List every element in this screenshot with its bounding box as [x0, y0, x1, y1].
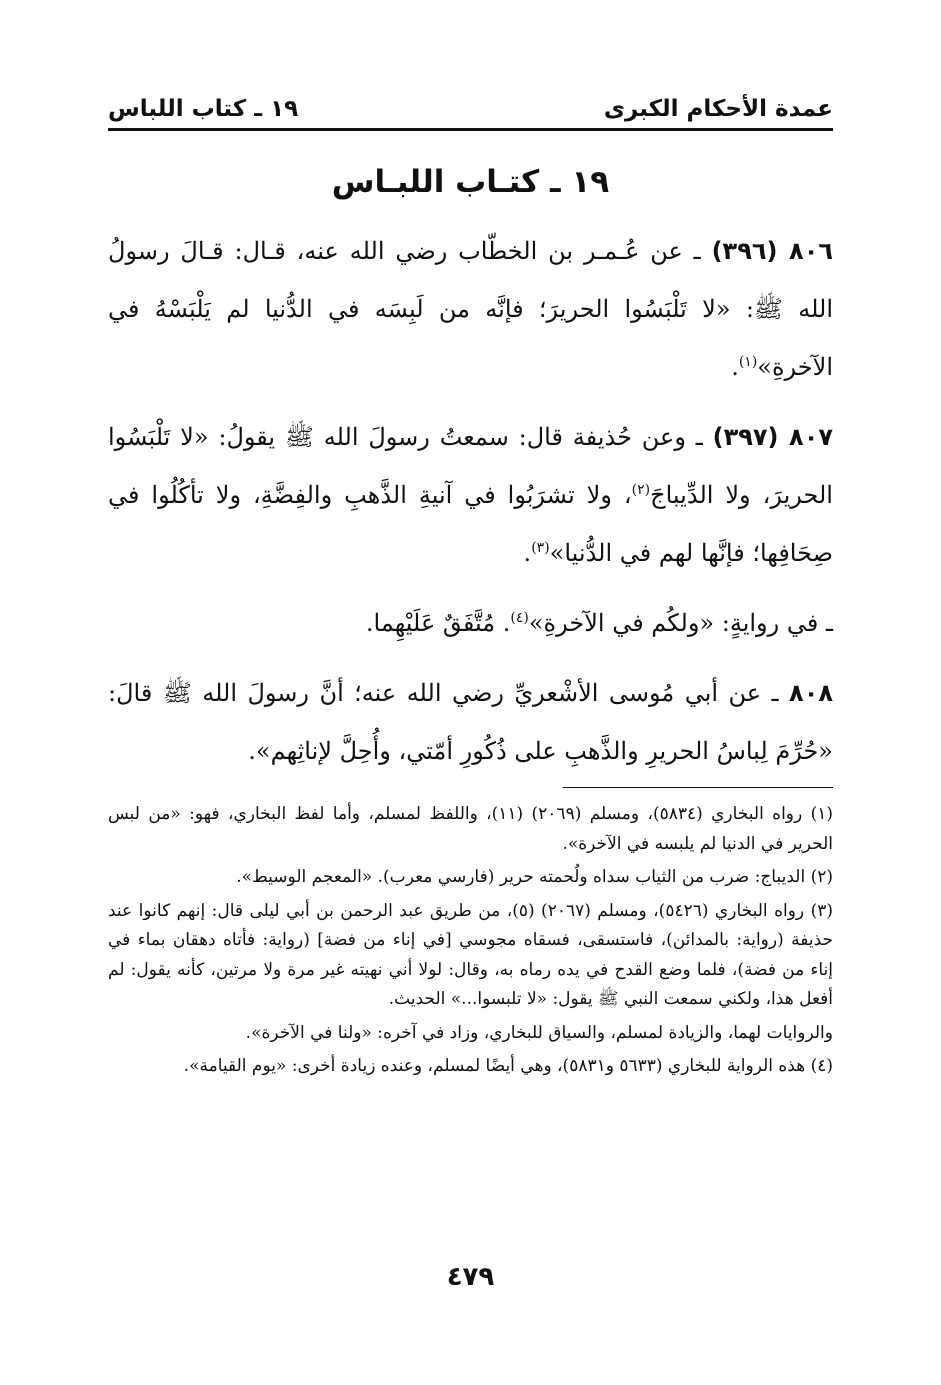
footnote-1: (١) رواه البخاري (٥٨٣٤)، ومسلم (٢٠٦٩) (١١)، واللفظ لمسلم، وأما لفظ البخاري، فهو: «من لبس الحرير في الدنيا لم يلبسه في الآخرة».: [108, 804, 833, 854]
hadith-807: [108, 408, 833, 582]
footnote-ref[interactable]: (١): [738, 354, 758, 370]
hadith-number: ٨٠٧ (٣٩٧): [712, 423, 833, 451]
header-rule: [108, 128, 833, 131]
hadith-text: ـ عن عُـمـر بن الخطّاب رضي الله عنه، قـال: قـالَ رسولُ الله ﷺ: «لا تَلْبَسُوا الحريرَ؛ فإنَّه من لَبِسَه في الدُّنيا لم يَلْبَسْهُ في الآخرةِ»: [108, 237, 833, 381]
footnote-ref[interactable]: (٤): [510, 610, 529, 626]
footnote-separator: [563, 787, 833, 788]
running-header-chapter: ١٩ ـ كتاب اللباس: [108, 96, 299, 122]
hadith-number: ٨٠٨: [789, 679, 833, 707]
footnote-3: (٣) رواه البخاري (٥٤٢٦)، ومسلم (٢٠٦٧) (٥)، من طريق عبد الرحمن بن أبي ليلى قال: إنهم كانوا عند حذيفة (رواية: بالمدائن)، فاستسقى، فسقاه مجوسي [في إناء من فضة] (رواية: فأتاه دهقان بماء في إناء من فضة)، فلما وضع القدح في يده رماه به، وقال: لولا أني نهيته غير مرة ولا مرتين، كأنه يقول: لم أفعل هذا، ولكني سمعت النبي ﷺ يقول: «لا تلبسوا...» الحديث.: [108, 900, 833, 1009]
footnote-ref[interactable]: (٣): [531, 540, 550, 556]
hadith-text: ، ولا تشرَبُوا في آنيةِ الذَّهبِ والفِضَّةِ، ولا تأكُلُوا في صِحَافِها؛ فإنَّها لهم في الدُّنيا»: [108, 481, 833, 567]
main-text: [108, 222, 833, 792]
hadith-806: [108, 222, 833, 396]
hadith-808: [108, 664, 833, 780]
footnote-ref[interactable]: (٢): [631, 482, 651, 498]
hadith-text: ـ عن أبي مُوسى الأشْعريِّ رضي الله عنه؛ أنَّ رسولَ الله ﷺ قالَ: «حُرِّمَ لِباسُ الحريرِ والذَّهبِ على ذُكُورِ أمّتي، وأُحِلَّ لإناثِهم».: [108, 679, 833, 765]
hadith-end: .: [731, 353, 739, 381]
page-number: ٤٧٩: [446, 1262, 495, 1292]
hadith-number: ٨٠٦ (٣٩٦): [711, 237, 833, 265]
variant-text: . مُتَّفَقٌ عَلَيْهِما.: [365, 609, 511, 637]
hadith-text: ـ وعن حُذيفة قال: سمعتُ رسولَ الله ﷺ يقولُ: «لا تَلْبَسُوا الحريرَ، ولا الدِّيباجَ: [108, 423, 833, 509]
hadith-807-variant: [108, 594, 833, 652]
footnote-2: (٢) الديباج: ضرب من الثياب سداه ولُحمته حرير (فارسي معرب). «المعجم الوسيط».: [236, 867, 833, 887]
running-header-book-title: عمدة الأحكام الكبرى: [603, 96, 833, 122]
footnote-3-continued: والروايات لهما، والزيادة لمسلم، والسياق للبخاري، وزاد في آخره: «ولنا في الآخرة».: [245, 1022, 833, 1043]
footnotes: [108, 800, 833, 1086]
chapter-title: ١٩ ـ كتـاب اللبـاس: [331, 164, 610, 200]
variant-text: ـ في روايةٍ: «ولكُم في الآخرةِ»: [528, 609, 833, 637]
running-header: [108, 92, 833, 126]
footnote-4: (٤) هذه الرواية للبخاري (٥٦٣٣ و٥٨٣١)، وهي أيضًا لمسلم، وعنده زيادة أخرى: «يوم القيامة».: [183, 1056, 833, 1076]
hadith-end: .: [523, 539, 532, 567]
